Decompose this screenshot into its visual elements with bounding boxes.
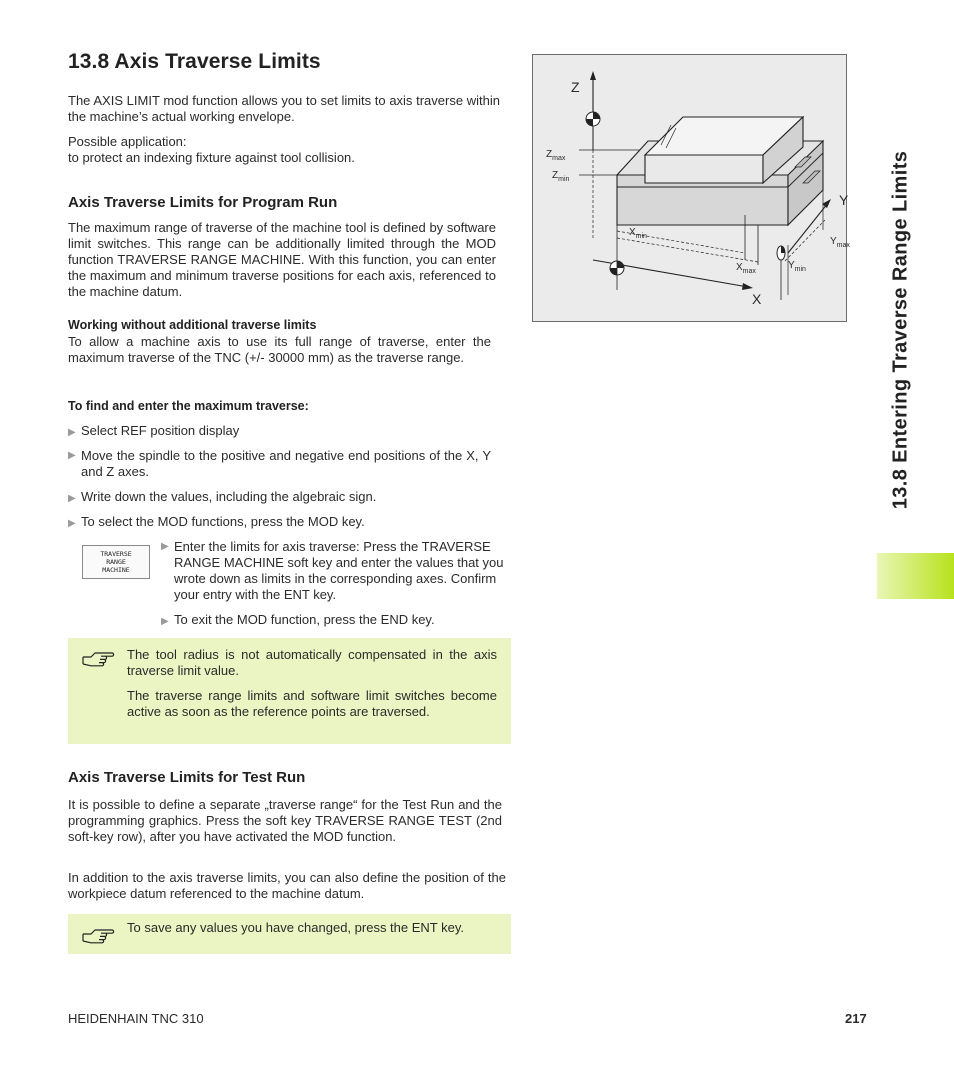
label-x-max-letter: X <box>736 262 743 273</box>
traverse-range-machine-softkey[interactable] <box>82 545 150 579</box>
step-6-text: To exit the MOD function, press the END key. <box>174 612 435 627</box>
intro-application-label: Possible application: <box>68 134 187 149</box>
triangle-right-icon: ▶ <box>68 518 76 529</box>
triangle-right-icon: ▶ <box>161 616 169 627</box>
step-2-text: Move the spindle to the positive and negative end positions of the X, Y and Z axes. <box>81 448 491 479</box>
note-text-save: To save any values you have changed, press the ENT key. <box>127 920 464 935</box>
note-text-2: The traverse range limits and software limit switches become active as soon as the reference points are traversed. <box>127 688 497 719</box>
section-heading-program-run: Axis Traverse Limits for Program Run <box>68 194 338 211</box>
label-z-max-letter: Z <box>546 149 553 160</box>
traverse-limits-figure <box>532 54 850 322</box>
chapter-sidebar-title: 13.8 Entering Traverse Range Limits <box>889 150 912 510</box>
label-y-max <box>830 236 850 249</box>
test-run-paragraph-1: It is possible to define a separate „traverse range“ for the Test Run and the programming graphics. Press the soft key TRAVERSE RANGE TEST (2nd soft-key row), after you have activated the MOD function. <box>68 797 502 844</box>
step-2 <box>68 448 491 480</box>
step-3 <box>68 489 498 507</box>
intro-application-text: to protect an indexing fixture against tool collision. <box>68 150 355 165</box>
step-4-text: To select the MOD functions, press the MOD key. <box>81 514 365 529</box>
label-x-min <box>629 227 647 240</box>
subheading-no-limits: Working without additional traverse limits <box>68 318 317 332</box>
step-3-text: Write down the values, including the algebraic sign. <box>81 489 377 504</box>
test-run-paragraph-2: In addition to the axis traverse limits, you can also define the position of the workpiece datum referenced to the machine datum. <box>68 870 506 901</box>
softkey-line-2: RANGE <box>106 558 126 566</box>
note-box-save <box>68 914 511 954</box>
label-x-max <box>736 262 756 275</box>
softkey-line-1: TRAVERSE <box>100 550 132 558</box>
step-4 <box>68 514 498 532</box>
label-z-min-letter: Z <box>552 170 559 181</box>
axis-label-z: Z <box>571 79 580 95</box>
page-number: 217 <box>845 1011 867 1026</box>
subheading-find-max: To find and enter the maximum traverse: <box>68 399 309 413</box>
no-limits-paragraph: To allow a machine axis to use its full range of traverse, enter the maximum traverse of the TNC (+/- 30000 mm) as the traverse range. <box>68 334 491 365</box>
label-y-max-sub: max <box>836 242 850 249</box>
note-text-1: The tool radius is not automatically compensated in the axis traverse limit value. <box>127 647 497 678</box>
page-title: 13.8 Axis Traverse Limits <box>68 50 321 73</box>
triangle-right-icon: ▶ <box>68 493 76 504</box>
label-z-max-sub: max <box>552 155 566 162</box>
section-heading-test-run: Axis Traverse Limits for Test Run <box>68 769 306 786</box>
step-5-text: Enter the limits for axis traverse: Press the TRAVERSE RANGE MACHINE soft key and enter the values that you wrote down as limits in the corresponding axes. Confirm your entry with the ENT key. <box>174 539 504 602</box>
step-1 <box>68 423 498 441</box>
program-run-paragraph: The maximum range of traverse of the machine tool is defined by software limit switches. This range can be additionally limited through the MOD function TRAVERSE RANGE MACHINE. With this function, you can enter the maximum and minimum traverse positions for each axis, referenced to the machine datum. <box>68 220 496 299</box>
step-1-text: Select REF position display <box>81 423 240 438</box>
axis-label-y: Y <box>839 192 849 208</box>
label-z-max <box>546 149 565 162</box>
step-5 <box>161 539 509 603</box>
chapter-tab <box>877 553 954 599</box>
intro-paragraph: The AXIS LIMIT mod function allows you to set limits to axis traverse within the machine’s actual working envelope. <box>68 93 500 124</box>
label-x-min-letter: X <box>629 227 636 238</box>
pointing-hand-icon <box>81 925 115 947</box>
triangle-right-icon: ▶ <box>161 541 169 552</box>
triangle-right-icon: ▶ <box>68 427 76 438</box>
step-6 <box>161 612 509 630</box>
note-box-radius <box>68 638 511 744</box>
softkey-line-3: MACHINE <box>102 566 130 574</box>
label-y-min-letter: Y <box>788 260 795 271</box>
label-y-min-sub: min <box>794 266 806 273</box>
footer-product: HEIDENHAIN TNC 310 <box>68 1011 204 1026</box>
label-y-max-letter: Y <box>830 236 837 247</box>
axis-label-x: X <box>752 291 762 307</box>
label-x-min-sub: min <box>635 233 647 240</box>
label-y-min <box>788 260 806 273</box>
label-z-min-sub: min <box>558 176 570 183</box>
label-z-min <box>552 170 569 183</box>
pointing-hand-icon <box>81 648 115 670</box>
label-x-max-sub: max <box>742 268 756 275</box>
triangle-right-icon: ▶ <box>68 450 76 461</box>
